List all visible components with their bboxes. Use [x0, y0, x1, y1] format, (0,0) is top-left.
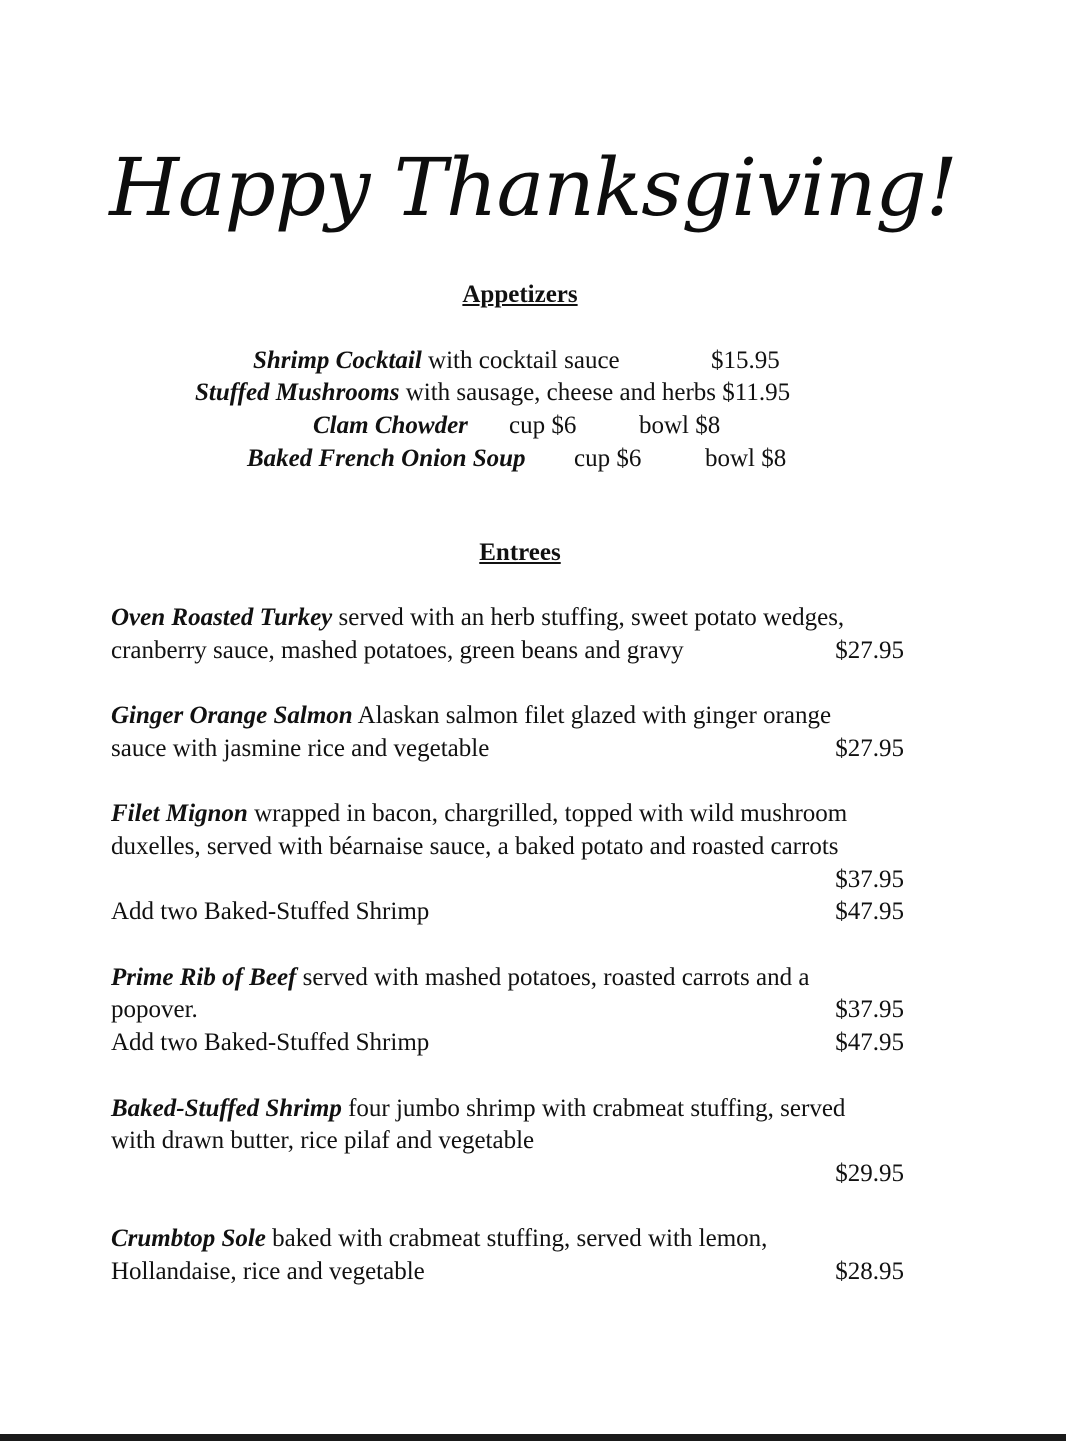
- appetizer-french-onion-soup: [247, 442, 526, 475]
- item-name: Crumbtop Sole: [111, 1225, 266, 1252]
- item-name: Clam Chowder: [313, 412, 468, 439]
- item-price-cup: cup $6: [574, 445, 642, 472]
- bottom-border: [0, 1434, 1066, 1441]
- item-name: Baked-Stuffed Shrimp: [111, 1095, 342, 1122]
- item-name: Shrimp Cocktail: [253, 347, 422, 374]
- entree-prime-rib: [111, 961, 809, 994]
- item-description: with sausage, cheese and herbs $11.95: [399, 379, 791, 406]
- entrees-heading: Entrees: [479, 539, 561, 566]
- item-name: Oven Roasted Turkey: [111, 604, 333, 631]
- item-description: baked with crabmeat stuffing, served with lemon,: [265, 1225, 768, 1252]
- item-name: Filet Mignon: [111, 800, 248, 827]
- item-name: Stuffed Mushrooms: [195, 379, 400, 406]
- item-description-continued: popover.: [111, 996, 198, 1023]
- addon-price: $47.95: [835, 1029, 904, 1056]
- addon-price: $47.95: [835, 898, 904, 925]
- item-price: $29.95: [835, 1160, 904, 1187]
- item-price: $27.95: [835, 735, 904, 762]
- entree-salmon: [111, 699, 831, 732]
- item-description-continued: sauce with jasmine rice and vegetable: [111, 735, 490, 762]
- entree-crumbtop-sole: [111, 1222, 767, 1255]
- item-description-continued: cranberry sauce, mashed potatoes, green beans and gravy: [111, 637, 684, 664]
- appetizer-clam-chowder: [313, 409, 468, 442]
- item-price-cup: cup $6: [509, 412, 577, 439]
- item-price: $15.95: [711, 347, 780, 374]
- item-price: $28.95: [835, 1258, 904, 1285]
- item-description: Alaskan salmon filet glazed with ginger orange: [352, 702, 832, 729]
- entree-filet-mignon: [111, 797, 847, 830]
- appetizer-shrimp-cocktail: [253, 344, 620, 377]
- appetizer-stuffed-mushrooms: [195, 376, 790, 409]
- appetizers-heading: Appetizers: [462, 281, 578, 308]
- item-price: $37.95: [835, 866, 904, 893]
- item-price-bowl: bowl $8: [639, 412, 721, 439]
- item-description-continued: with drawn butter, rice pilaf and vegetable: [111, 1127, 535, 1154]
- item-price-bowl: bowl $8: [705, 445, 787, 472]
- addon-text: Add two Baked-Stuffed Shrimp: [111, 1029, 430, 1056]
- item-price: $27.95: [835, 637, 904, 664]
- item-description-continued: Hollandaise, rice and vegetable: [111, 1258, 425, 1285]
- entree-turkey: [111, 601, 844, 634]
- item-description: served with mashed potatoes, roasted carrots and a: [296, 964, 810, 991]
- item-description: served with an herb stuffing, sweet potato wedges,: [332, 604, 845, 631]
- item-description: wrapped in bacon, chargrilled, topped with wild mushroom: [247, 800, 848, 827]
- item-description: four jumbo shrimp with crabmeat stuffing, served: [341, 1095, 846, 1122]
- item-name: Prime Rib of Beef: [111, 964, 297, 991]
- item-description-continued: duxelles, served with béarnaise sauce, a baked potato and roasted carrots: [111, 833, 839, 860]
- addon-text: Add two Baked-Stuffed Shrimp: [111, 898, 430, 925]
- entree-baked-stuffed-shrimp: [111, 1092, 845, 1125]
- item-description: with cocktail sauce: [421, 347, 620, 374]
- item-price: $37.95: [835, 996, 904, 1023]
- item-name: Baked French Onion Soup: [247, 445, 526, 472]
- item-name: Ginger Orange Salmon: [111, 702, 353, 729]
- menu-title: Happy Thanksgiving!: [109, 141, 957, 234]
